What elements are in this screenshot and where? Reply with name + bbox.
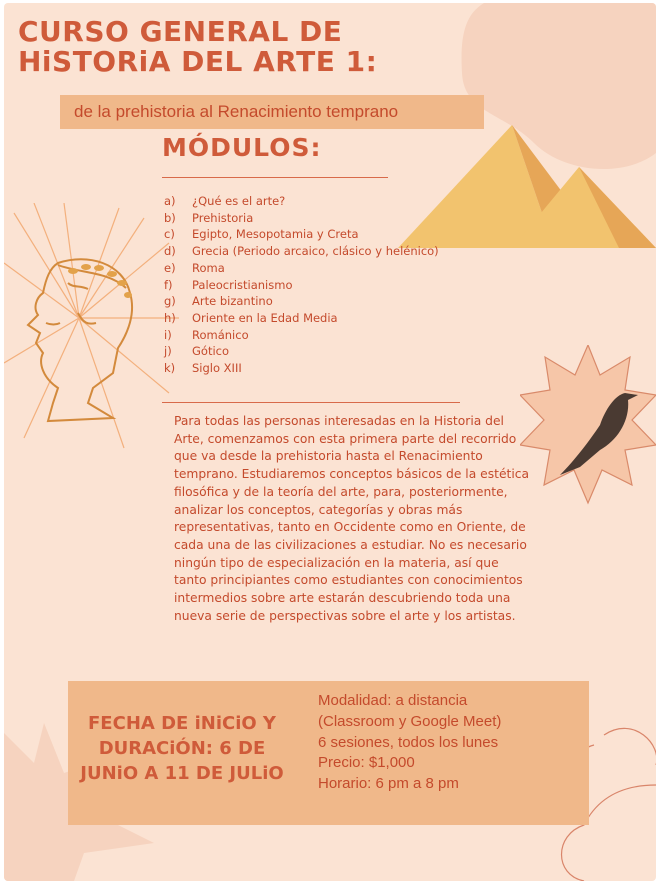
subtitle: de la prehistoria al Renacimiento temprano — [74, 102, 399, 121]
list-marker: j) — [164, 344, 172, 359]
raven-illustration — [520, 345, 656, 505]
course-description: Para todas las personas interesadas en la Historia del Arte, comenzamos con esta primera parte del recorrido que va desde la prehistoria hasta el Renacimiento temprano. Estudiaremos conceptos básicos de la estética filosófica y de la teoría del arte, para, posteriormente, analizar los conceptos, categorías y obras más representativas, tanto en Occidente como en Oriente, de cada una de las civilizaciones a estudiar. No es necesario ningún tipo de especialización en la materia, así que tanto principiantes como estudiantes con conocimientos intermedios sobre arte estarán descubriendo toda una nueva serie de perspectivas sobre el arte y los artistas. — [174, 414, 530, 623]
module-label: Grecia (Periodo arcaico, clásico y helénico) — [192, 244, 439, 259]
course-details — [318, 691, 501, 795]
detail-price: Precio: $1,000 — [318, 754, 415, 772]
list-marker: a) — [164, 194, 176, 208]
module-label: Prehistoria — [192, 210, 254, 225]
divider — [162, 402, 460, 403]
list-marker: f) — [164, 277, 173, 292]
list-marker: e) — [164, 260, 176, 275]
modules-heading: MÓDULOS: — [162, 133, 322, 162]
list-item — [164, 277, 439, 294]
list-item — [164, 310, 439, 327]
list-item — [164, 243, 439, 260]
list-item — [164, 343, 439, 360]
title-line: HiSTORiA DEL ARTE 1: — [18, 45, 378, 78]
list-item — [164, 260, 439, 277]
title-line: CURSO GENERAL DE — [18, 15, 343, 48]
detail-sessions: 6 sesiones, todos los lunes — [318, 733, 499, 751]
roman-bust-illustration — [18, 253, 143, 428]
list-item — [164, 360, 439, 377]
list-item — [164, 193, 439, 210]
module-label: Paleocristianismo — [192, 277, 293, 292]
date-line: JUNiO A 11 DE JULiO — [80, 763, 284, 784]
detail-platform: (Classroom y Google Meet) — [318, 712, 502, 730]
list-item — [164, 226, 439, 243]
list-marker: i) — [164, 327, 172, 342]
module-label: Arte bizantino — [192, 294, 273, 309]
list-marker: b) — [164, 210, 176, 225]
list-marker: c) — [164, 227, 175, 242]
date-heading — [76, 711, 288, 786]
poster — [4, 3, 656, 881]
list-item — [164, 293, 439, 310]
module-label: Roma — [192, 260, 225, 275]
detail-schedule: Horario: 6 pm a 8 pm — [318, 775, 459, 793]
divider — [162, 177, 388, 178]
list-marker: k) — [164, 361, 176, 376]
list-marker: h) — [164, 310, 176, 325]
date-line: FECHA DE iNiCiO Y — [88, 713, 276, 734]
module-list — [164, 193, 439, 377]
module-label: Egipto, Mesopotamia y Creta — [192, 227, 359, 242]
list-item — [164, 210, 439, 227]
detail-modality: Modalidad: a distancia — [318, 692, 468, 709]
module-label: Siglo XIII — [192, 361, 242, 376]
date-line: DURACiÓN: 6 DE — [98, 738, 266, 759]
page-title — [18, 17, 438, 77]
module-label: Oriente en la Edad Media — [192, 310, 338, 325]
list-marker: g) — [164, 294, 176, 309]
list-item — [164, 327, 439, 344]
module-label: ¿Qué es el arte? — [192, 194, 286, 208]
module-label: Gótico — [192, 344, 230, 359]
module-label: Románico — [192, 327, 249, 342]
list-marker: d) — [164, 244, 176, 259]
